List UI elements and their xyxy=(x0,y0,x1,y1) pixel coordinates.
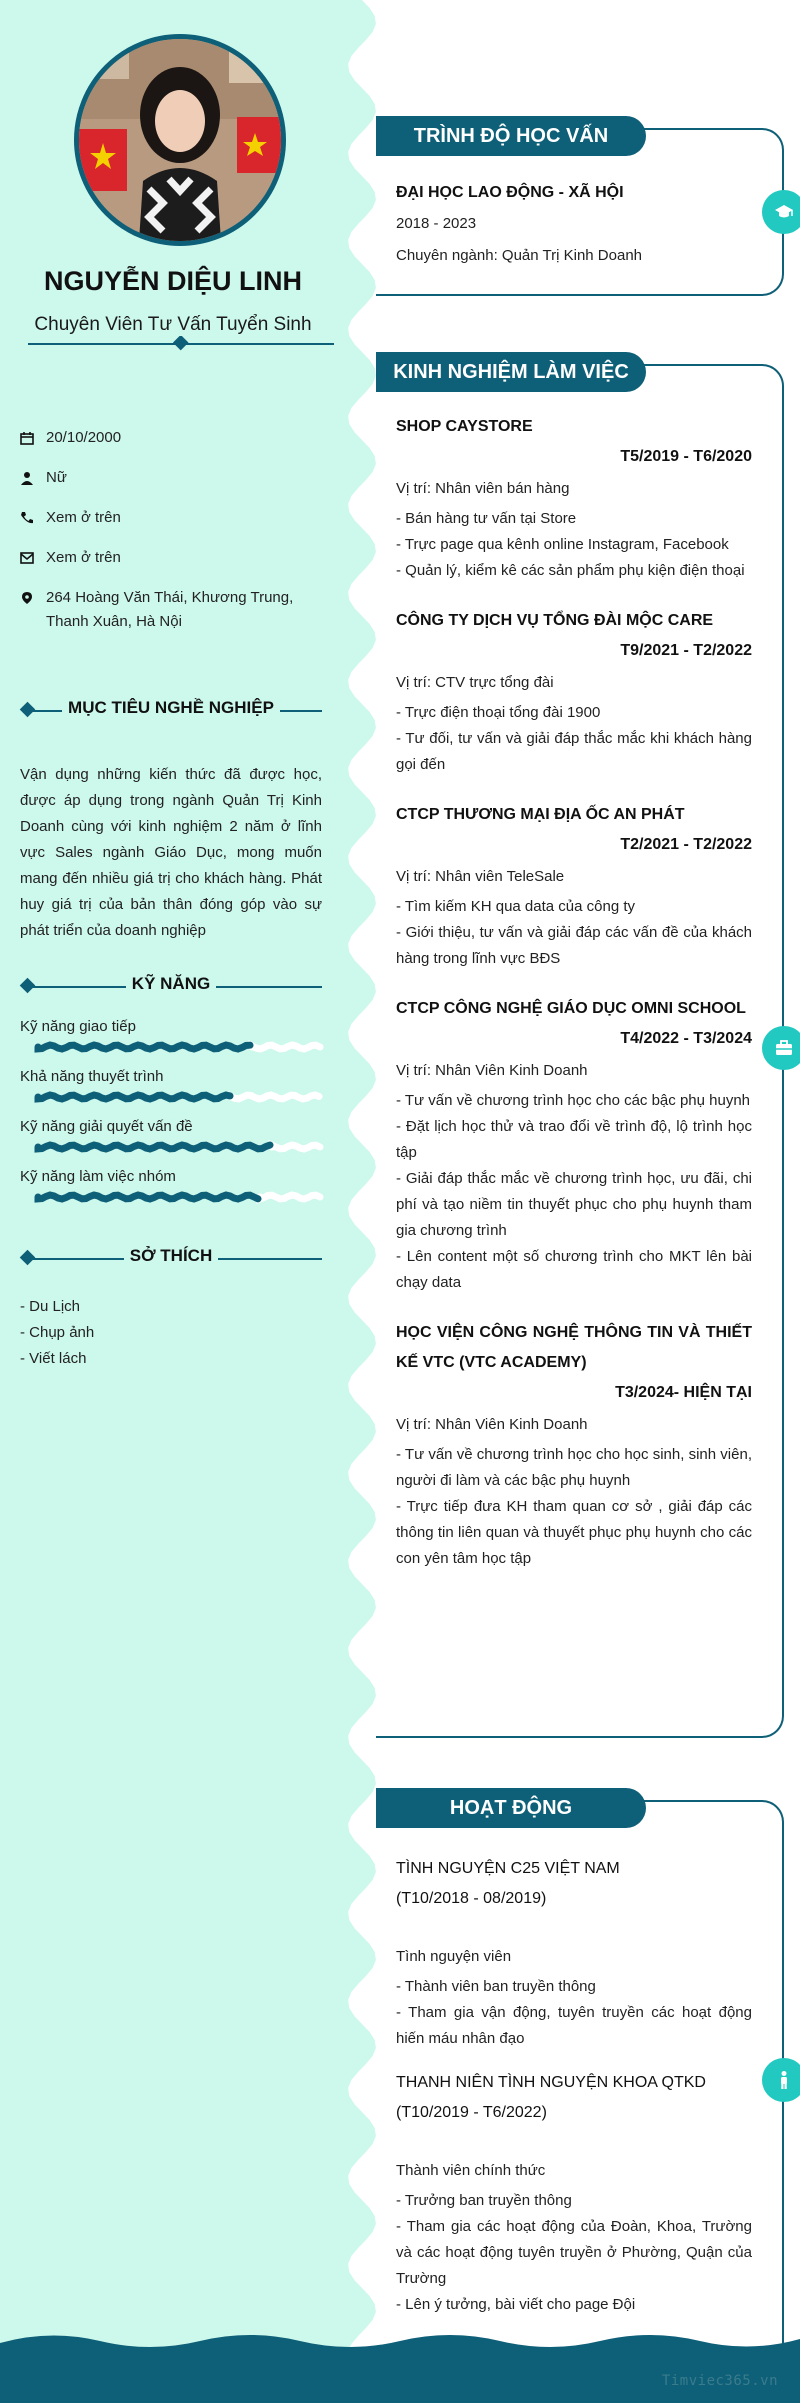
activities-section xyxy=(376,1797,784,2360)
email-row xyxy=(20,546,320,570)
email-value: Xem ở trên xyxy=(46,549,121,566)
job-title: Chuyên Viên Tư Vấn Tuyển Sinh xyxy=(34,314,312,335)
job-duty: - Quản lý, kiểm kê các sản phẩm phụ kiện điện thoại xyxy=(396,562,745,579)
job-duty: - Giải đáp thắc mắc về chương trình học, ưu đãi, chi phí và tạo niềm tin thuyết phục cho phụ huynh tham gia chương trình xyxy=(396,1170,752,1239)
job-duty: - Tư đối, tư vấn và giải đáp thắc mắc khi khách hàng gọi đến xyxy=(396,730,752,773)
skill-bar-track xyxy=(252,1045,320,1049)
title-divider xyxy=(28,336,334,352)
hobby-item: - Viết lách xyxy=(20,1350,87,1367)
skills-heading xyxy=(20,974,322,1000)
objective-heading-label: MỤC TIÊU NGHỀ NGHIỆP xyxy=(62,698,280,717)
job-company: SHOP CAYSTORE xyxy=(396,418,533,435)
job-duty: - Trực điện thoại tổng đài 1900 xyxy=(396,704,601,721)
calendar-icon xyxy=(20,431,34,445)
phone-icon xyxy=(20,511,34,525)
skill-bar xyxy=(34,1038,324,1056)
mail-icon xyxy=(20,551,34,565)
skills-heading-label: KỸ NĂNG xyxy=(126,974,216,993)
skill-name: Khả năng thuyết trình xyxy=(20,1068,164,1085)
activity-item xyxy=(396,1854,752,2052)
skill-name: Kỹ năng làm việc nhóm xyxy=(20,1168,176,1185)
skills-list xyxy=(20,1016,322,1216)
job-item xyxy=(396,1318,752,1572)
activity-duty: - Trưởng ban truyền thông xyxy=(396,2192,572,2209)
skill-name: Kỹ năng giải quyết vấn đề xyxy=(20,1118,193,1135)
skill-bar-fill xyxy=(38,1045,250,1049)
job-item xyxy=(396,800,752,972)
contact-info xyxy=(20,426,320,650)
job-company: CTCP CÔNG NGHỆ GIÁO DỤC OMNI SCHOOL xyxy=(396,1000,746,1017)
skill-bar-fill xyxy=(38,1145,270,1149)
phone-value: Xem ở trên xyxy=(46,509,121,526)
skill-bar-fill xyxy=(38,1095,230,1099)
hobbies-list xyxy=(20,1294,322,1372)
gender-row xyxy=(20,466,320,490)
skill-bar-fill xyxy=(38,1195,258,1199)
graduation-cap-icon xyxy=(762,190,800,234)
person-icon xyxy=(20,471,34,485)
job-position: Vị trí: Nhân viên TeleSale xyxy=(396,868,565,885)
skill-item xyxy=(20,1116,322,1166)
job-position: Vị trí: Nhân Viên Kinh Doanh xyxy=(396,1416,588,1433)
job-duty: - Đặt lịch học thử và trao đổi về trình độ, lộ trình học tập xyxy=(396,1118,752,1161)
job-period: T3/2024- HIỆN TẠI xyxy=(615,1384,752,1401)
skill-bar-track xyxy=(260,1195,320,1199)
activity-org: THANH NIÊN TÌNH NGUYỆN KHOA QTKD xyxy=(396,2074,706,2091)
hobby-item: - Du Lịch xyxy=(20,1298,81,1315)
job-position: Vị trí: CTV trực tổng đài xyxy=(396,674,554,691)
education-major: Chuyên ngành: Quản Trị Kinh Doanh xyxy=(396,247,642,264)
job-period: T4/2022 - T3/2024 xyxy=(620,1030,752,1047)
job-item xyxy=(396,994,752,1296)
skill-name: Kỹ năng giao tiếp xyxy=(20,1018,136,1035)
job-company: CÔNG TY DỊCH VỤ TỔNG ĐÀI MỘC CARE xyxy=(396,612,714,629)
activity-duty: - Tham gia các hoạt động của Đoàn, Khoa, Trường và các hoạt động tuyên truyền ở Phường, Quận của Trường xyxy=(396,2218,752,2287)
activities-heading: HOẠT ĐỘNG xyxy=(376,1788,646,1828)
phone-row xyxy=(20,506,320,530)
education-section xyxy=(376,125,784,296)
gender-value: Nữ xyxy=(46,469,67,486)
job-duty: - Bán hàng tư vấn tại Store xyxy=(396,510,577,527)
watermark: Timviec365.vn xyxy=(661,2373,778,2389)
activity-org: TÌNH NGUYỆN C25 VIỆT NAM xyxy=(396,1860,620,1877)
footer-wave xyxy=(0,2325,800,2403)
full-name: NGUYỄN DIỆU LINH xyxy=(43,266,303,296)
job-position: Vị trí: Nhân viên bán hàng xyxy=(396,480,570,497)
job-duty: - Tìm kiếm KH qua data của công ty xyxy=(396,898,635,915)
activity-period: (T10/2018 - 08/2019) xyxy=(396,1890,547,1907)
job-duty: - Lên content một số chương trình cho MKT lên bài chạy data xyxy=(396,1248,752,1291)
skill-bar-track xyxy=(272,1145,320,1149)
activity-period: (T10/2019 - T6/2022) xyxy=(396,2104,547,2121)
education-heading: TRÌNH ĐỘ HỌC VẤN xyxy=(376,116,646,156)
activity-role: Tình nguyện viên xyxy=(396,1948,512,1965)
school-name: ĐẠI HỌC LAO ĐỘNG - XÃ HỘI xyxy=(396,184,624,201)
job-period: T9/2021 - T2/2022 xyxy=(620,642,752,659)
job-duty: - Trực tiếp đưa KH tham quan cơ sở , giải đáp các thông tin liên quan và thuyết phục phụ huynh cho các con yên tâm học tập xyxy=(396,1498,752,1567)
skill-bar xyxy=(34,1088,324,1106)
birthday-row xyxy=(20,426,320,450)
activity-duty: - Thành viên ban truyền thông xyxy=(396,1978,596,1995)
job-company: CTCP THƯƠNG MẠI ĐỊA ỐC AN PHÁT xyxy=(396,806,685,823)
address-value: 264 Hoàng Văn Thái, Khương Trung, Thanh Xuân, Hà Nội xyxy=(46,589,294,630)
location-pin-icon xyxy=(20,591,34,605)
job-duty: - Trực page qua kênh online Instagram, Facebook xyxy=(396,536,729,553)
skill-bar-track xyxy=(231,1095,319,1099)
hobbies-heading-label: SỞ THÍCH xyxy=(124,1246,219,1265)
hobbies-heading xyxy=(20,1246,322,1272)
job-item xyxy=(396,606,752,778)
skill-item xyxy=(20,1166,322,1216)
skill-bar xyxy=(34,1138,324,1156)
activity-duty: - Lên ý tưởng, bài viết cho page Đội xyxy=(396,2296,636,2313)
activity-role: Thành viên chính thức xyxy=(396,2162,546,2179)
experience-section xyxy=(376,361,784,1738)
education-years: 2018 - 2023 xyxy=(396,215,477,232)
hobby-item: - Chụp ảnh xyxy=(20,1324,95,1341)
objective-heading xyxy=(20,698,322,724)
job-duty: - Giới thiệu, tư vấn và giải đáp các vấn đề của khách hàng trong lĩnh vực BĐS xyxy=(396,924,752,967)
briefcase-icon xyxy=(762,1026,800,1070)
person-standing-icon xyxy=(762,2058,800,2102)
objective-text: Vận dụng những kiến thức đã được học, được áp dụng trong ngành Quản Trị Kinh Doanh cùng với kinh nghiệm 2 năm ở lĩnh vực Sales ngành Giáo Dục, mong muốn mang đến nhiều giá trị cho khách hàng. Phát huy giá trị của bản thân đóng góp vào sự phát triển của doanh nghiệp xyxy=(20,766,322,939)
experience-heading: KINH NGHIỆM LÀM VIỆC xyxy=(376,352,646,392)
skill-bar xyxy=(34,1188,324,1206)
avatar xyxy=(74,34,286,246)
job-duty: - Tư vấn về chương trình học cho các bậc phụ huynh xyxy=(396,1092,751,1109)
job-item xyxy=(396,412,752,584)
job-period: T2/2021 - T2/2022 xyxy=(620,836,752,853)
skill-item xyxy=(20,1066,322,1116)
job-duty: - Tư vấn về chương trình học cho học sinh, sinh viên, người đi làm và các bậc phụ huynh xyxy=(396,1446,752,1489)
address-row xyxy=(20,586,320,634)
portrait-image xyxy=(79,39,281,241)
job-position: Vị trí: Nhân Viên Kinh Doanh xyxy=(396,1062,588,1079)
skill-item xyxy=(20,1016,322,1066)
job-company: HỌC VIỆN CÔNG NGHỆ THÔNG TIN VÀ THIẾT KẾ VTC (VTC ACADEMY) xyxy=(396,1324,752,1371)
activity-item xyxy=(396,2068,752,2318)
job-period: T5/2019 - T6/2020 xyxy=(620,448,752,465)
activity-duty: - Tham gia vận động, tuyên truyền các hoạt động hiến máu nhân đạo xyxy=(396,2004,752,2047)
birthday-value: 20/10/2000 xyxy=(46,429,122,446)
